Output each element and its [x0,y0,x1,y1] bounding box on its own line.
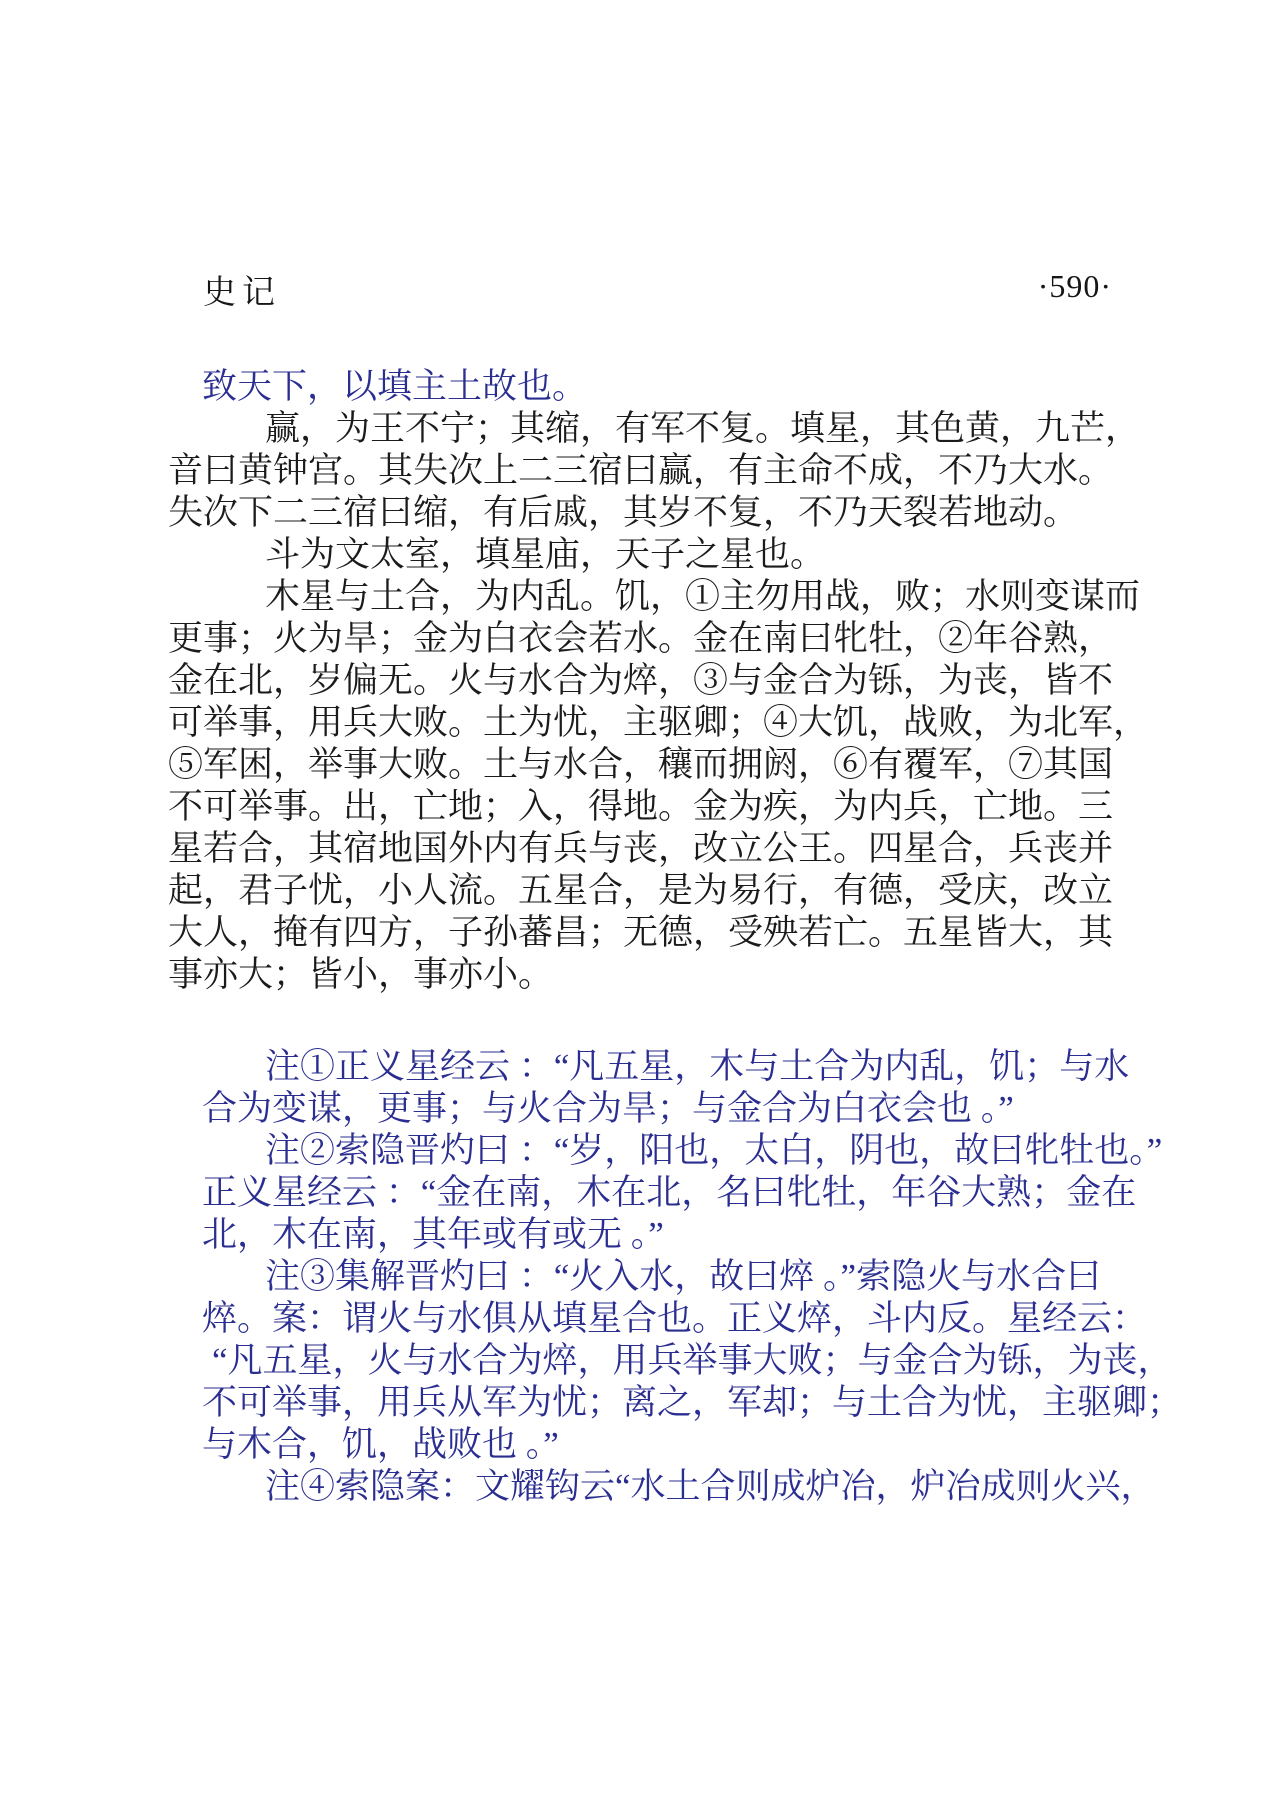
book-title: 史记 [203,275,281,311]
text-line: 不可举事。出，亡地；入，得地。金为疾，为内兵，亡地。三 [168,787,1114,826]
text-line: ⑤军困，举事大败。土与水合，穰而拥阏，⑥有覆军，⑦其国 [168,745,1114,784]
text-line: 注①正义星经云 ：“凡五星，木与土合为内乱，饥；与水 [265,1047,1130,1086]
text-line: “凡五星，火与水合为焠，用兵举事大败；与金合为铄，为丧， [212,1341,1173,1380]
main-text-block [168,408,1148,996]
page-header [168,266,1120,310]
text-line: 注②索隐晋灼曰 ：“岁，阳也，太白，阴也，故曰牝牡也。” [265,1131,1163,1170]
annotation-text-block [202,1046,1182,1508]
text-line: 事亦大；皆小，事亦小。 [168,955,554,994]
text-line: 与木合，饥，战败也 。” [202,1425,559,1464]
text-line: 合为变谋，更事；与火合为旱；与金合为白衣会也 。” [202,1089,1014,1128]
lead-note-line: 致天下，以填主土故也。 [202,367,588,406]
text-line: 更事；火为旱；金为白衣会若水。金在南曰牝牡，②年谷熟， [168,619,1114,658]
text-line: 正义星经云 ：“金在南，木在北，名曰牝牡，年谷大熟；金在 [202,1173,1137,1212]
text-line: 注③集解晋灼曰 ：“火入水，故曰焠 。”索隐火与水合曰 [265,1257,1102,1296]
text-line: 星若合，其宿地国外内有兵与丧，改立公王。四星合，兵丧并 [168,829,1114,868]
text-line: 木星与土合，为内乱。饥，①主勿用战，败；水则变谋而 [265,577,1141,616]
text-line: 可举事，用兵大败。土为忧，主驱卿；④大饥，战败，为北军， [168,703,1149,742]
text-line: 金在北，岁偏无。火与水合为焠，③与金合为铄，为丧，皆不 [168,661,1114,700]
text-line: 赢，为王不宁；其缩，有军不复。填星，其色黄，九芒， [265,409,1141,448]
page-number: ·590· [1037,268,1112,304]
text-line: 大人，掩有四方，子孙蕃昌；无德，受殃若亡。五星皆大，其 [168,913,1114,952]
text-line: 失次下二三宿曰缩，有后戚，其岁不复，不乃天裂若地动。 [168,493,1079,532]
text-line: 起，君子忧，小人流。五星合，是为易行，有德，受庆，改立 [168,871,1114,910]
text-line: 北，木在南，其年或有或无 。” [202,1215,664,1254]
text-line: 不可举事，用兵从军为忧；离之，军却；与土合为忧，主驱卿； [202,1383,1183,1422]
text-line: 注④索隐案：文耀钩云“水土合则成炉冶，炉冶成则火兴， [265,1467,1156,1506]
text-line: 斗为文太室，填星庙，天子之星也。 [265,535,826,574]
text-line: 焠。案：谓火与水俱从填星合也。正义焠，斗内反。星经云： [202,1299,1148,1338]
text-line: 音曰黄钟宫。其失次上二三宿曰赢，有主命不成，不乃大水。 [168,451,1114,490]
